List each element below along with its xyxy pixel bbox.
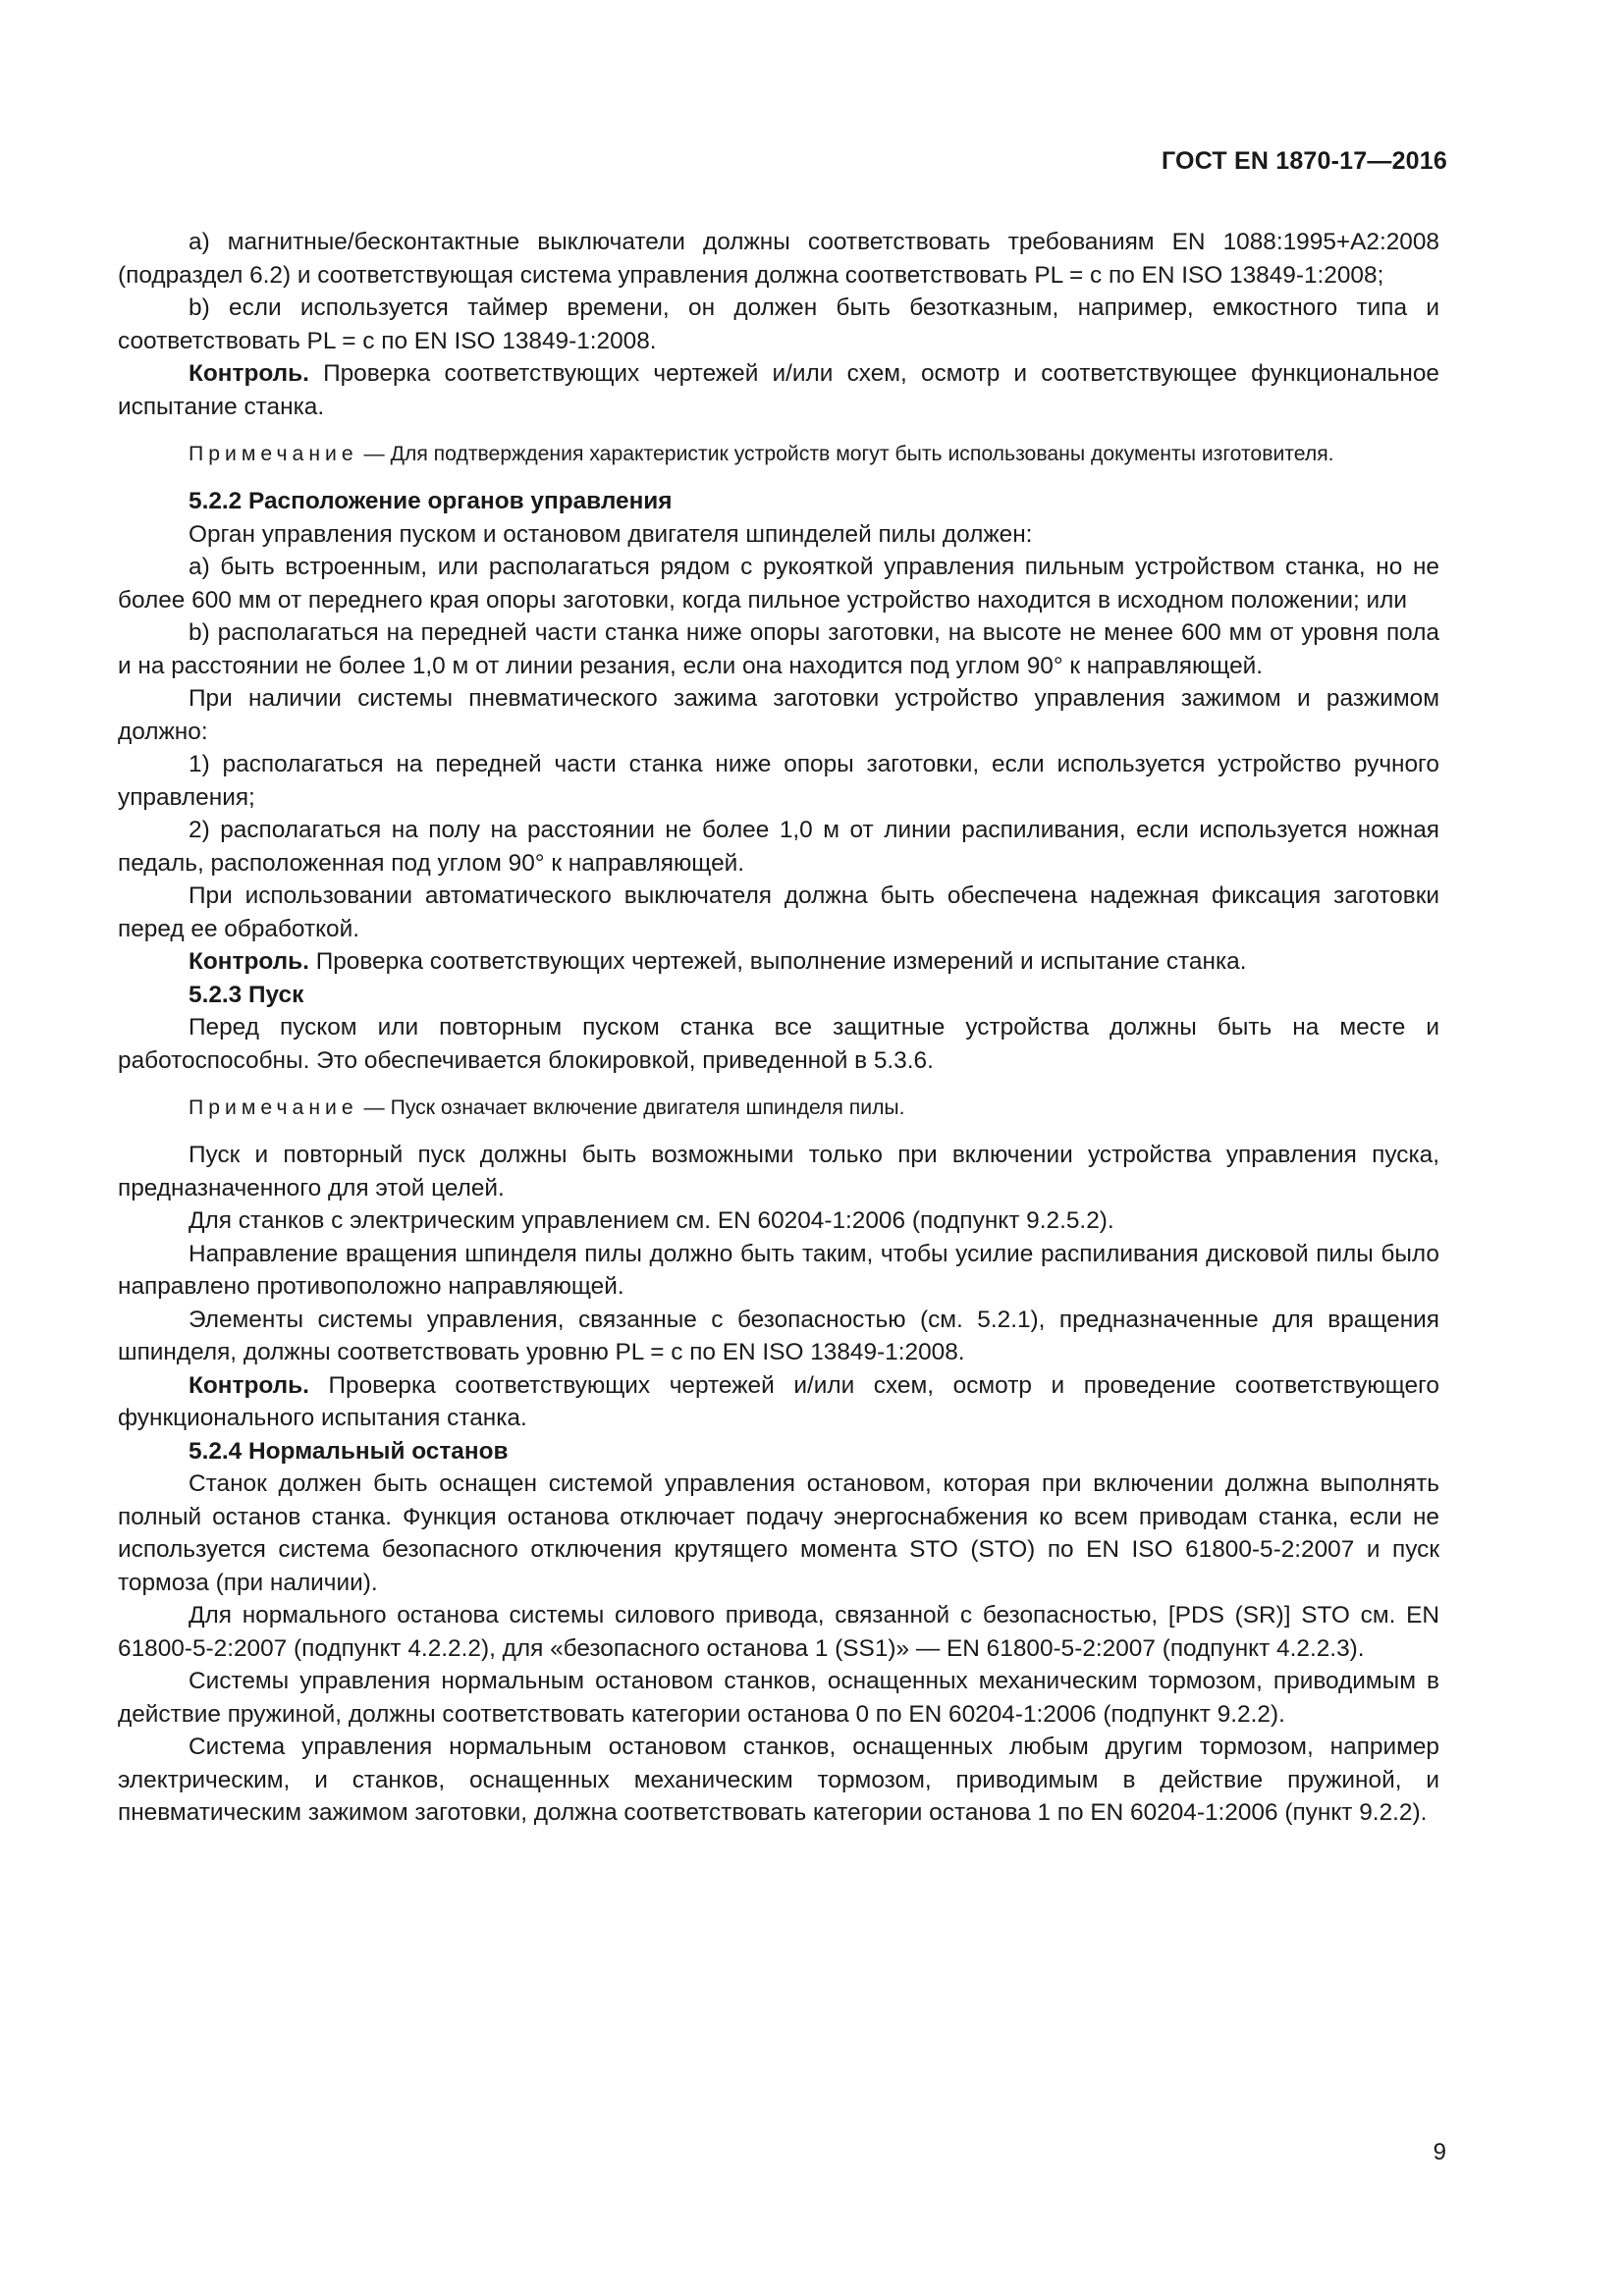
body-paragraph: Системы управления нормальным остановом станков, оснащенных механическим тормозом, приводимым в действие пружиной, должны соответствовать категории останова 0 по EN 60204-1:2006 (подпункт 9.2.2). [118, 1668, 1439, 1728]
body-paragraph: Для нормального останова системы силового привода, связанной с безопасностью, [PDS (SR)] STO см. EN 61800-5-2:2007 (подпункт 4.2.2.2), для «безопасного останова 1 (SS1)» — EN 61800-5-2:2007 (подпункт 4.2.2.3). [118, 1602, 1439, 1662]
body-paragraph: При наличии системы пневматического зажима заготовки устройство управления зажимом и разжимом должно: [118, 685, 1439, 745]
body-paragraph: а) магнитные/бесконтактные выключатели должны соответствовать требованиям EN 1088:1995+A2:2008 (подраздел 6.2) и соответствующая система управления должна соответствовать PL = c по EN ISO 13849-1:2008; [118, 229, 1439, 289]
note-paragraph [118, 439, 1439, 469]
control-lead: Контроль. [189, 1371, 309, 1399]
note-text: — Пуск означает включение двигателя шпинделя пилы. [357, 1096, 905, 1119]
body-paragraph: При использовании автоматического выключателя должна быть обеспечена надежная фиксация заготовки перед ее обработкой. [118, 882, 1439, 942]
body-paragraph: Пуск и повторный пуск должны быть возможными только при включении устройства управления пуска, предназначенного для этой целей. [118, 1142, 1439, 1201]
section-heading: 5.2.2 Расположение органов управления [189, 488, 673, 514]
note-paragraph [118, 1093, 1439, 1123]
page-number: 9 [1433, 2139, 1446, 2165]
note-label: Примечание [189, 443, 358, 465]
body-paragraph: Направление вращения шпинделя пилы должно быть таким, чтобы усилие распиливания дисковой пилы было направлено противоположно направляющей. [118, 1240, 1439, 1300]
body-paragraph: a) быть встроенным, или располагаться рядом с рукояткой управления пильным устройством станка, но не более 600 мм от переднего края опоры заготовки, когда пильное устройство находится в исходном положении; или [118, 554, 1439, 614]
body-paragraph: Система управления нормальным остановом станков, оснащенных любым другим тормозом, например электрическим, и станков, оснащенных механическим тормозом, приводимым в действие пружиной, и пневматическим зажимом заготовки, должна соответствовать категории останова 1 по EN 60204-1:2006 (пункт 9.2.2). [118, 1734, 1439, 1826]
paragraph-text: Проверка соответствующих чертежей и/или схем, осмотр и проведение соответствующего функционального испытания станка. [118, 1371, 1439, 1431]
body-paragraph: b) если используется таймер времени, он должен быть безотказным, например, емкостного типа и соответствовать PL = c по EN ISO 13849-1:2008. [118, 294, 1439, 354]
control-lead: Контроль. [189, 360, 309, 387]
control-lead: Контроль. [189, 948, 309, 975]
body-paragraph: Станок должен быть оснащен системой управления остановом, которая при включении должна выполнять полный останов станка. Функция останова отключает подачу энергоснабжения ко всем приводам станка, если не используется система безопасного отключения крутящего момента STO (STO) по EN ISO 61800-5-2:2007 и пуск тормоза (при наличии). [118, 1470, 1439, 1596]
body-paragraph [118, 945, 1439, 979]
note-text: — Для подтверждения характеристик устройств могут быть использованы документы изготовителя. [357, 443, 1334, 465]
document-header-code: ГОСТ EN 1870-17—2016 [1162, 147, 1447, 175]
body-paragraph: Элементы системы управления, связанные с безопасностью (см. 5.2.1), предназначенные для вращения шпинделя, должны соответствовать уровню PL = c по EN ISO 13849-1:2008. [118, 1306, 1439, 1365]
body-paragraph: b) располагаться на передней части станка ниже опоры заготовки, на высоте не менее 600 мм от уровня пола и на расстоянии не более 1,0 м от линии резания, если она находится под углом 90° к направляющей. [118, 619, 1439, 679]
body-paragraph: Перед пуском или повторным пуском станка все защитные устройства должны быть на месте и работоспособны. Это обеспечивается блокировкой, приведенной в 5.3.6. [118, 1014, 1439, 1074]
paragraph-text: Проверка соответствующих чертежей и/или схем, осмотр и соответствующее функциональное испытание станка. [118, 360, 1439, 420]
body-paragraph: 1) располагаться на передней части станка ниже опоры заготовки, если используется устройство ручного управления; [118, 751, 1439, 811]
body-paragraph: 2) располагаться на полу на расстоянии не более 1,0 м от линии распиливания, если используется ножная педаль, расположенная под углом 90° к направляющей. [118, 817, 1439, 877]
paragraph-text: Проверка соответствующих чертежей, выполнение измерений и испытание станка. [308, 948, 1247, 975]
section-heading: 5.2.3 Пуск [189, 981, 304, 1008]
note-label: Примечание [189, 1096, 358, 1119]
body-paragraph [118, 1369, 1439, 1435]
body-paragraph [118, 357, 1439, 423]
body-paragraph: Для станков с электрическим управлением см. EN 60204-1:2006 (подпункт 9.2.5.2). [189, 1207, 1114, 1234]
section-heading: 5.2.4 Нормальный останов [189, 1437, 509, 1465]
document-body [118, 226, 1439, 1830]
body-paragraph: Орган управления пуском и остановом двигателя шпинделей пилы должен: [189, 520, 1033, 548]
